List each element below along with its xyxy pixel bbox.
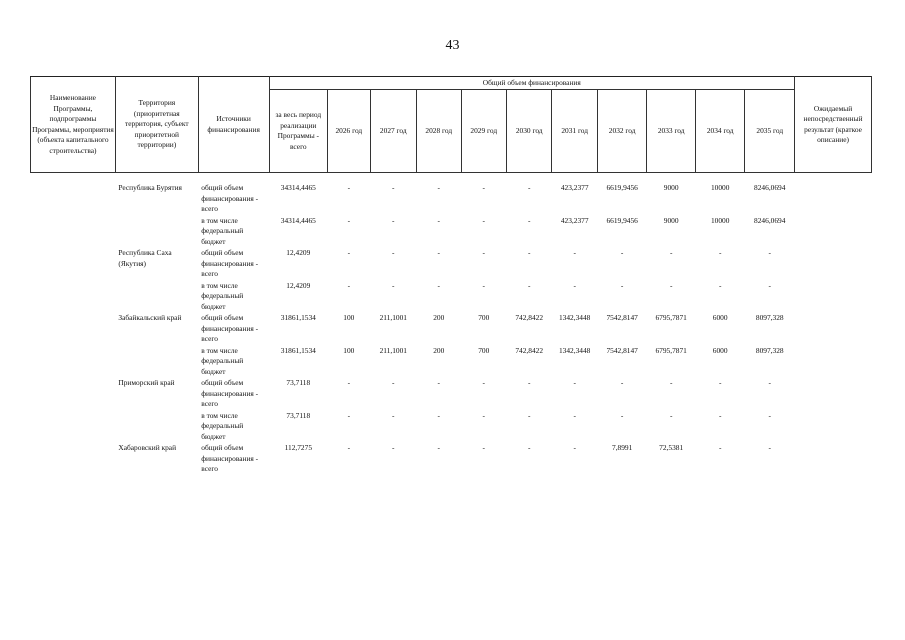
- year-value-cell: -: [527, 280, 531, 290]
- financing-table-container: [30, 76, 872, 475]
- result-cell: [795, 377, 872, 410]
- year-value-cell: -: [482, 410, 485, 420]
- result-cell: [795, 280, 872, 313]
- year-value-cell: -: [620, 248, 624, 257]
- year-value-cell: -: [347, 215, 351, 225]
- result-cell: [795, 215, 872, 248]
- year-value-cell: 700: [478, 345, 490, 355]
- funding-source-cell: общий объем финансирования - всего: [201, 378, 259, 408]
- header-year: 2032 год: [597, 90, 647, 173]
- year-value-cell: -: [669, 280, 673, 290]
- year-value-cell: -: [437, 248, 440, 257]
- year-value-cell: -: [768, 280, 771, 290]
- funding-source-cell: общий объем финансирования - всего: [201, 183, 259, 213]
- header-year: 2030 год: [506, 90, 551, 173]
- territory-cell: Республика Бурятия: [118, 183, 182, 192]
- table-row: [31, 377, 872, 410]
- year-value-cell: -: [527, 378, 531, 387]
- year-value-cell: -: [347, 443, 351, 452]
- result-cell: [795, 442, 872, 475]
- year-value-cell: 211,1001: [379, 313, 408, 322]
- year-value-cell: -: [527, 183, 531, 192]
- funding-source-cell: общий объем финансирования - всего: [201, 248, 259, 278]
- result-cell: [795, 247, 872, 280]
- result-cell: [795, 312, 872, 345]
- header-result: Ожидаемый непосредственный результат (краткое описание): [795, 77, 872, 173]
- year-value-cell: 200: [433, 313, 445, 322]
- year-value-cell: -: [573, 280, 576, 290]
- year-value-cell: -: [768, 378, 771, 387]
- header-total: за весь период реализации Программы - всего: [269, 90, 328, 173]
- year-value-cell: -: [482, 248, 485, 257]
- year-value-cell: -: [768, 248, 771, 257]
- program-name-cell: [31, 247, 116, 280]
- year-value-cell: -: [718, 378, 722, 387]
- year-value-cell: 7,8991: [612, 443, 633, 452]
- total-cell: 34314,4465: [280, 183, 316, 192]
- year-value-cell: 9000: [663, 183, 679, 192]
- year-value-cell: -: [482, 183, 485, 192]
- territory-cell: [115, 215, 198, 248]
- year-value-cell: -: [437, 443, 440, 452]
- year-value-cell: -: [437, 378, 440, 387]
- territory-cell: [115, 345, 198, 378]
- total-cell: 73,7118: [286, 410, 311, 420]
- year-value-cell: 8097,328: [755, 313, 784, 322]
- year-value-cell: -: [347, 280, 351, 290]
- table-row: [31, 173, 872, 215]
- program-name-cell: [31, 442, 116, 475]
- year-value-cell: 7542,8147: [606, 313, 638, 322]
- year-value-cell: -: [392, 280, 395, 290]
- year-value-cell: -: [718, 248, 722, 257]
- table-row: [31, 410, 872, 443]
- funding-source-cell: в том числе федеральный бюджет: [201, 410, 244, 441]
- total-cell: 31861,1534: [280, 345, 316, 355]
- page-number: 43: [445, 38, 460, 53]
- year-value-cell: 742,8422: [515, 313, 544, 322]
- year-value-cell: -: [437, 215, 440, 225]
- financing-table: [30, 76, 872, 475]
- program-name-cell: [31, 312, 116, 345]
- header-name: Наименование Программы, подпрограммы Программы, мероприятия (объекта капитального строительства): [31, 77, 116, 173]
- header-year: 2033 год: [647, 90, 696, 173]
- program-name-cell: [31, 280, 116, 313]
- year-value-cell: -: [768, 443, 771, 452]
- year-value-cell: 100: [343, 345, 355, 355]
- program-name-cell: [31, 410, 116, 443]
- header-year: 2026 год: [328, 90, 370, 173]
- year-value-cell: -: [482, 443, 485, 452]
- year-value-cell: 8246,0694: [754, 183, 786, 192]
- year-value-cell: 100: [343, 313, 355, 322]
- year-value-cell: -: [620, 410, 624, 420]
- header-year: 2029 год: [461, 90, 506, 173]
- total-cell: 73,7118: [286, 378, 311, 387]
- year-value-cell: 700: [478, 313, 490, 322]
- year-value-cell: -: [392, 410, 395, 420]
- table-row: [31, 312, 872, 345]
- year-value-cell: -: [482, 378, 485, 387]
- year-value-cell: -: [347, 248, 351, 257]
- funding-source-cell: в том числе федеральный бюджет: [201, 215, 244, 246]
- year-value-cell: 10000: [710, 215, 730, 225]
- total-cell: 12,4209: [286, 248, 311, 257]
- year-value-cell: 6795,7871: [655, 345, 687, 355]
- funding-source-cell: в том числе федеральный бюджет: [201, 345, 244, 376]
- year-value-cell: -: [437, 183, 440, 192]
- table-row: [31, 280, 872, 313]
- result-cell: [795, 173, 872, 215]
- year-value-cell: 6000: [712, 313, 728, 322]
- year-value-cell: 6795,7871: [655, 313, 687, 322]
- territory-cell: Забайкальский край: [118, 313, 182, 322]
- header-source: Источники финансирования: [198, 77, 269, 173]
- table-row: [31, 247, 872, 280]
- year-value-cell: -: [482, 280, 485, 290]
- year-value-cell: -: [392, 215, 395, 225]
- year-value-cell: -: [573, 248, 576, 257]
- year-value-cell: 7542,8147: [606, 345, 638, 355]
- table-row: [31, 215, 872, 248]
- year-value-cell: 1342,3448: [558, 345, 591, 355]
- year-value-cell: -: [669, 248, 673, 257]
- program-name-cell: [31, 345, 116, 378]
- table-body: [31, 173, 872, 475]
- total-cell: 31861,1534: [280, 313, 316, 322]
- header-territory: Территория (приоритетная территория, субъект приоритетной территории): [115, 77, 198, 173]
- table-row: [31, 345, 872, 378]
- year-value-cell: -: [527, 215, 531, 225]
- year-value-cell: -: [669, 378, 673, 387]
- year-value-cell: -: [392, 183, 395, 192]
- funding-source-cell: общий объем финансирования - всего: [201, 443, 259, 473]
- year-value-cell: -: [527, 248, 531, 257]
- header-group-financing: Общий объем финансирования: [269, 77, 795, 90]
- year-value-cell: -: [392, 443, 395, 452]
- program-name-cell: [31, 215, 116, 248]
- result-cell: [795, 345, 872, 378]
- year-value-cell: 8246,0694: [754, 215, 786, 225]
- year-value-cell: -: [718, 443, 722, 452]
- year-value-cell: -: [347, 378, 351, 387]
- header-year: 2031 год: [552, 90, 597, 173]
- year-value-cell: 742,8422: [515, 345, 544, 355]
- year-value-cell: -: [669, 410, 673, 420]
- year-value-cell: 72,5381: [659, 443, 684, 452]
- result-cell: [795, 410, 872, 443]
- program-name-cell: [31, 173, 116, 215]
- year-value-cell: -: [527, 443, 531, 452]
- year-value-cell: 1342,3448: [558, 313, 591, 322]
- year-value-cell: 9000: [663, 215, 679, 225]
- total-cell: 112,7275: [284, 443, 313, 452]
- year-value-cell: -: [392, 248, 395, 257]
- territory-cell: [115, 410, 198, 443]
- territory-cell: Хабаровский край: [118, 443, 177, 452]
- territory-cell: Республика Саха (Якутия): [118, 248, 172, 268]
- year-value-cell: 8097,328: [755, 345, 784, 355]
- territory-cell: Приморский край: [118, 378, 175, 387]
- year-value-cell: 200: [433, 345, 445, 355]
- year-value-cell: -: [718, 410, 722, 420]
- year-value-cell: 6619,9456: [606, 183, 638, 192]
- year-value-cell: 423,2377: [560, 215, 589, 225]
- year-value-cell: 211,1001: [379, 345, 408, 355]
- year-value-cell: -: [527, 410, 531, 420]
- funding-source-cell: в том числе федеральный бюджет: [201, 280, 244, 311]
- header-year: 2034 год: [695, 90, 745, 173]
- year-value-cell: -: [437, 410, 440, 420]
- year-value-cell: -: [573, 443, 576, 452]
- territory-cell: [115, 280, 198, 313]
- year-value-cell: -: [482, 215, 485, 225]
- header-year: 2035 год: [745, 90, 795, 173]
- year-value-cell: -: [573, 378, 576, 387]
- year-value-cell: -: [392, 378, 395, 387]
- year-value-cell: 6000: [712, 345, 728, 355]
- year-value-cell: -: [620, 378, 624, 387]
- year-value-cell: -: [347, 410, 351, 420]
- year-value-cell: 423,2377: [560, 183, 589, 192]
- header-year: 2028 год: [417, 90, 461, 173]
- year-value-cell: -: [573, 410, 576, 420]
- table-row: [31, 442, 872, 475]
- year-value-cell: -: [620, 280, 624, 290]
- program-name-cell: [31, 377, 116, 410]
- year-value-cell: 6619,9456: [606, 215, 638, 225]
- year-value-cell: -: [718, 280, 722, 290]
- header-year: 2027 год: [370, 90, 416, 173]
- year-value-cell: -: [768, 410, 771, 420]
- year-value-cell: -: [437, 280, 440, 290]
- total-cell: 34314,4465: [280, 215, 316, 225]
- funding-source-cell: общий объем финансирования - всего: [201, 313, 259, 343]
- total-cell: 12,4209: [286, 280, 311, 290]
- year-value-cell: -: [347, 183, 351, 192]
- year-value-cell: 10000: [710, 183, 730, 192]
